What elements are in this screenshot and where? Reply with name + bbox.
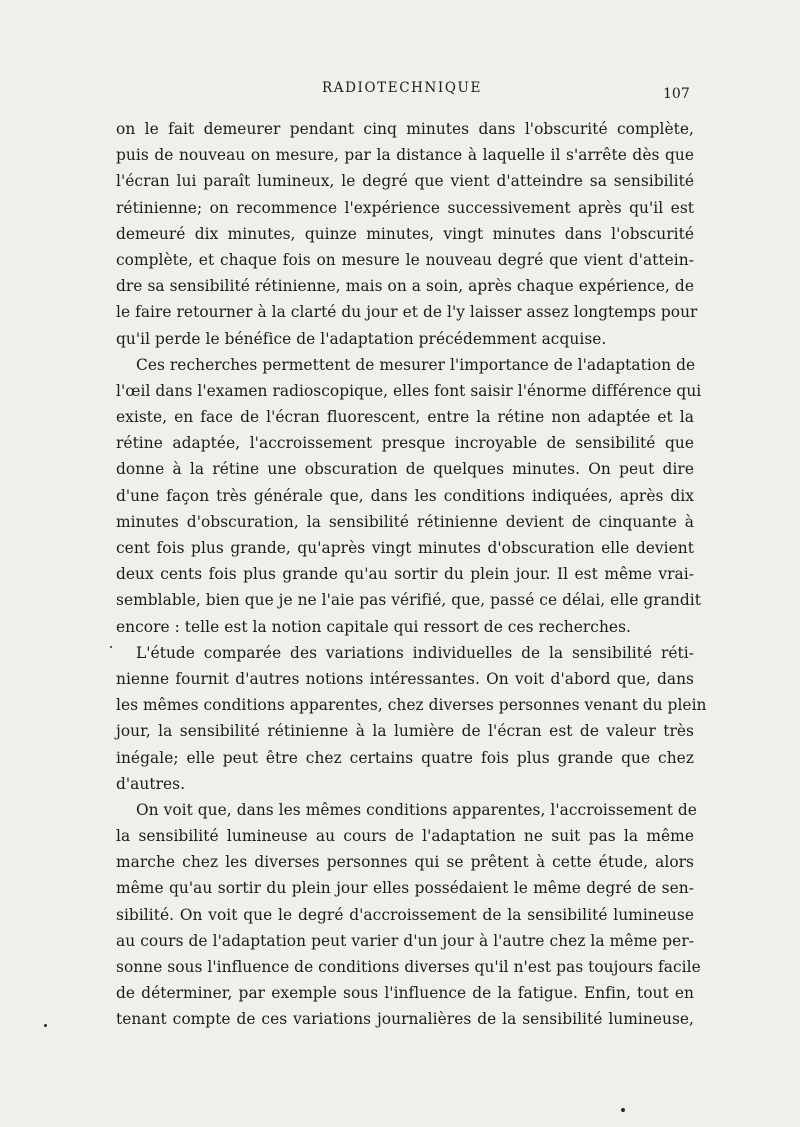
text-line: l'écran lui paraît lumineux, le degré que vient d'atteindre sa sensibilité — [116, 172, 694, 191]
text-line: marche chez les diverses personnes qui se prêtent à cette étude, alors — [116, 853, 694, 872]
text-line: d'une façon très générale que, dans les conditions indiquées, après dix — [116, 486, 694, 505]
text-line: semblable, bien que je ne l'aie pas vérifié, que, passé ce délai, elle grandit — [116, 591, 701, 610]
ink-speck — [110, 646, 112, 648]
text-line: au cours de l'adaptation peut varier d'un jour à l'autre chez la même per- — [116, 931, 694, 950]
text-line: de déterminer, par exemple sous l'influence de la fatigue. Enfin, tout en — [116, 984, 694, 1003]
text-line: qu'il perde le bénéfice de l'adaptation précédemment acquise. — [116, 329, 607, 348]
text-line: l'œil dans l'examen radioscopique, elles font saisir l'énorme différence qui — [116, 381, 702, 400]
text-line: encore : telle est la notion capitale qui ressort de ces recherches. — [116, 617, 631, 636]
ink-speck — [44, 1024, 47, 1027]
page-number: 107 — [663, 86, 690, 102]
text-line: complète, et chaque fois on mesure le nouveau degré que vient d'attein- — [116, 250, 694, 269]
running-title: RADIOTECHNIQUE — [322, 80, 482, 96]
text-line: deux cents fois plus grande qu'au sortir du plein jour. Il est même vrai- — [116, 565, 694, 584]
text-line: cent fois plus grande, qu'après vingt minutes d'obscuration elle devient — [116, 539, 694, 557]
text-line: L'étude comparée des variations individuelles de la sensibilité réti- — [136, 643, 694, 662]
text-line: sibilité. On voit que le degré d'accroissement de la sensibilité lumineuse — [116, 905, 694, 924]
paragraph-4 — [116, 797, 701, 1033]
text-line: demeuré dix minutes, quinze minutes, vingt minutes dans l'obscurité — [116, 224, 694, 243]
paragraph-1 — [116, 116, 698, 352]
running-head — [0, 80, 800, 104]
text-line: la sensibilité lumineuse au cours de l'adaptation ne suit pas la même — [116, 827, 694, 846]
text-line: sonne sous l'influence de conditions diverses qu'il n'est pas toujours facile — [116, 958, 701, 976]
text-line: rétine adaptée, l'accroissement presque incroyable de sensibilité que — [116, 434, 694, 453]
paragraph-3 — [116, 640, 707, 797]
text-line: même qu'au sortir du plein jour elles possédaient le même degré de sen- — [116, 879, 694, 898]
text-line: inégale; elle peut être chez certains quatre fois plus grande que chez — [116, 748, 694, 767]
body-text — [116, 116, 707, 1033]
text-line: Ces recherches permettent de mesurer l'importance de l'adaptation de — [136, 355, 696, 374]
text-line: d'autres. — [116, 774, 186, 793]
text-line: minutes d'obscuration, la sensibilité rétinienne devient de cinquante à — [116, 512, 694, 531]
text-line: nienne fournit d'autres notions intéressantes. On voit d'abord que, dans — [116, 669, 694, 688]
paragraph-2 — [116, 352, 702, 640]
text-line: les mêmes conditions apparentes, chez diverses personnes venant du plein — [116, 696, 707, 715]
text-line: donne à la rétine une obscuration de quelques minutes. On peut dire — [116, 460, 694, 479]
text-line: dre sa sensibilité rétinienne, mais on a soin, après chaque expérience, de — [116, 277, 694, 296]
ink-speck — [621, 1108, 625, 1112]
text-line: rétinienne; on recommence l'expérience successivement après qu'il est — [116, 198, 694, 217]
text-line: puis de nouveau on mesure, par la distance à laquelle il s'arrête dès que — [116, 146, 694, 165]
text-line: on le fait demeurer pendant cinq minutes dans l'obscurité complète, — [116, 120, 694, 138]
text-line: le faire retourner à la clarté du jour et de l'y laisser assez longtemps pour — [116, 303, 698, 322]
text-line: On voit que, dans les mêmes conditions apparentes, l'accroissement de — [136, 800, 697, 819]
text-line: tenant compte de ces variations journalières de la sensibilité lumineuse, — [116, 1010, 694, 1029]
text-line: existe, en face de l'écran fluorescent, entre la rétine non adaptée et la — [116, 408, 694, 427]
text-line: jour, la sensibilité rétinienne à la lumière de l'écran est de valeur très — [116, 722, 694, 741]
